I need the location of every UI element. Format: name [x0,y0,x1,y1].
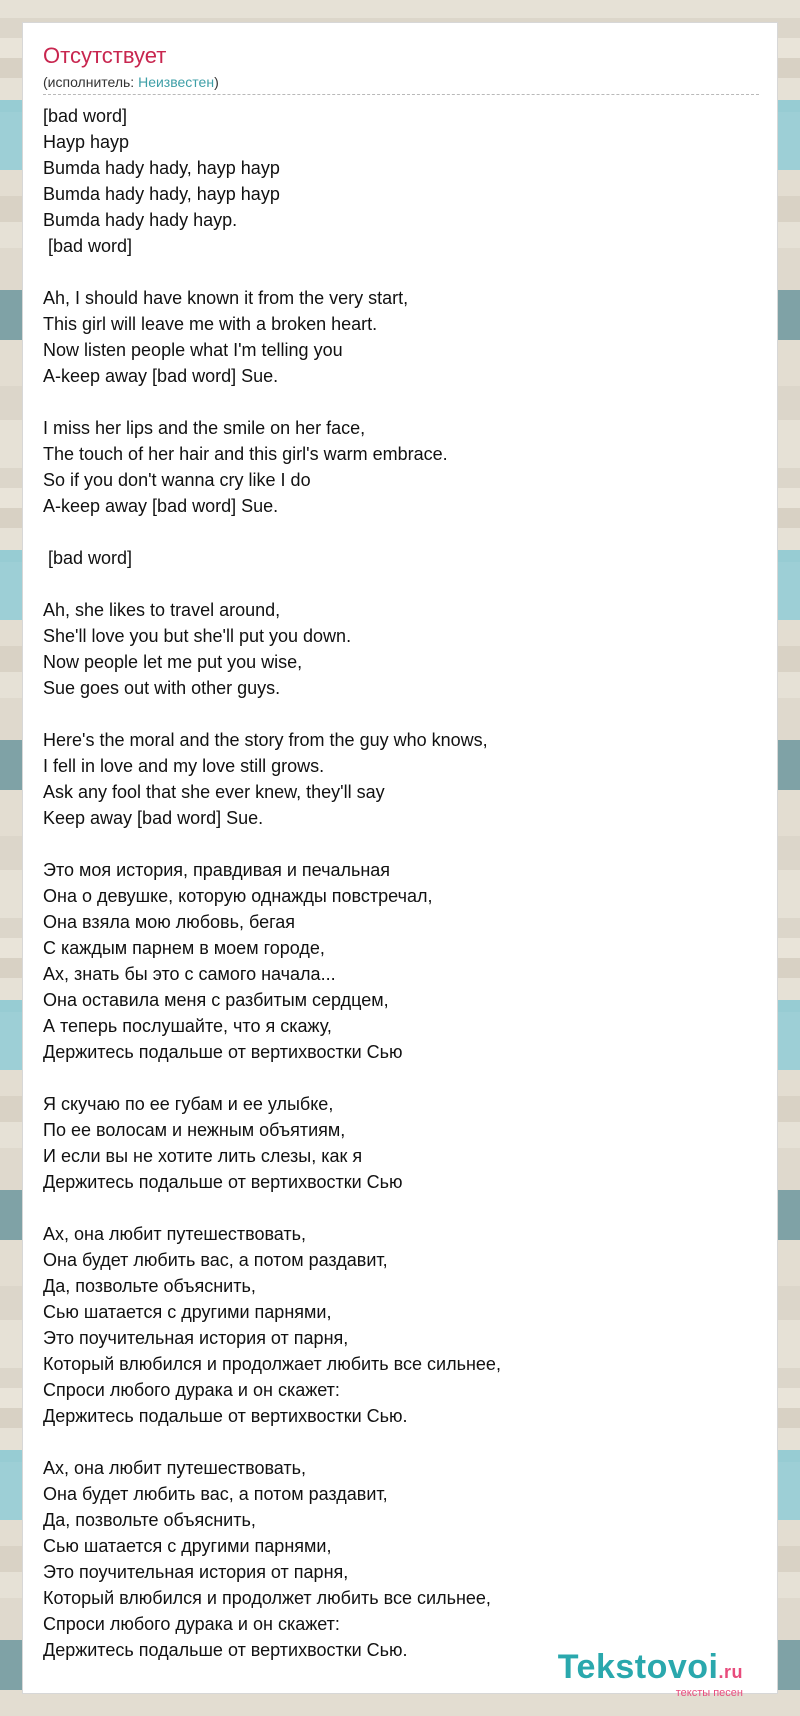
artist-link[interactable]: Неизвестен [138,74,215,90]
lyric-line: Ах, знать бы это с самого начала... [43,964,336,984]
lyric-line: Спроси любого дурака и он скажет: [43,1380,340,1400]
lyric-line [43,1429,759,1455]
song-title: Отсутствует [43,43,167,68]
lyric-line: По ее волосам и нежным объятиям, [43,1120,346,1140]
logo-name: Tekstovoi [557,1648,719,1686]
lyric-line: Она будет любить вас, а потом раздавит, [43,1250,388,1270]
site-logo[interactable] [558,1650,743,1699]
lyric-line: Here's the moral and the story from the guy who knows, [43,730,488,750]
lyric-line: А теперь послушайте, что я скажу, [43,1016,332,1036]
lyric-line: Now people let me put you wise, [43,652,303,672]
lyric-line: Ах, она любит путешествовать, [43,1224,307,1244]
artist-line [43,74,219,90]
lyric-line [43,389,759,415]
lyric-line: Спроси любого дурака и он скажет: [43,1614,340,1634]
lyric-line: Sue goes out with other guys. [43,678,281,698]
lyric-line: Ah, I should have known it from the very start, [43,288,409,308]
lyric-line: A-keep away [bad word] Sue. [43,366,279,386]
lyric-line: Она оставила меня с разбитым сердцем, [43,990,389,1010]
lyric-line [43,1195,759,1221]
lyric-line: Ask any fool that she ever knew, they'll say [43,782,385,802]
lyric-line: Это поучительная история от парня, [43,1328,349,1348]
lyric-line: Сью шатается с другими парнями, [43,1302,332,1322]
lyric-line: Это моя история, правдивая и печальная [43,860,391,880]
lyric-line: This girl will leave me with a broken heart. [43,314,378,334]
lyric-line: Это поучительная история от парня, [43,1562,349,1582]
lyric-line [43,701,759,727]
lyric-line: Сью шатается с другими парнями, [43,1536,332,1556]
lyric-line: Держитесь подальше от вертихвостки Сью. [43,1640,408,1660]
lyric-line: Bumda hady hady hayp. [43,210,238,230]
lyric-line: Я скучаю по ее губам и ее улыбке, [43,1094,334,1114]
lyric-line: The touch of her hair and this girl's warm embrace. [43,444,448,464]
lyrics-text [43,103,759,1663]
artist-suffix: ) [214,74,219,90]
lyric-line: Да, позвольте объяснить, [43,1276,256,1296]
lyric-line: A-keep away [bad word] Sue. [43,496,279,516]
lyric-line: Да, позвольте объяснить, [43,1510,256,1530]
lyric-line: Bumda hady hady, hayp hayp [43,158,280,178]
lyric-line [43,571,759,597]
lyric-line: Держитесь подальше от вертихвостки Сью [43,1042,403,1062]
lyric-line: Который влюбился и продолжает любить все сильнее, [43,1354,501,1374]
lyric-line: Ах, она любит путешествовать, [43,1458,307,1478]
lyric-line: She'll love you but she'll put you down. [43,626,352,646]
lyric-line: I miss her lips and the smile on her face, [43,418,366,438]
lyric-line: Она будет любить вас, а потом раздавит, [43,1484,388,1504]
lyric-line: I fell in love and my love still grows. [43,756,325,776]
lyric-line: Bumda hady hady, hayp hayp [43,184,280,204]
dashed-divider [43,94,759,95]
lyric-line: Держитесь подальше от вертихвостки Сью [43,1172,403,1192]
lyric-line: Она взяла мою любовь, бегая [43,912,296,932]
lyric-line: [bad word] [43,236,133,256]
lyric-line: Держитесь подальше от вертихвостки Сью. [43,1406,408,1426]
lyric-line: Hayp hayp [43,132,130,152]
lyric-line [43,519,759,545]
lyric-line: Ah, she likes to travel around, [43,600,281,620]
lyric-line: [bad word] [43,106,128,126]
lyric-line: Который влюбился и продолжет любить все сильнее, [43,1588,491,1608]
lyric-line: И если вы не хотите лить слезы, как я [43,1146,363,1166]
lyric-line [43,259,759,285]
lyric-line: С каждым парнем в моем городе, [43,938,325,958]
lyric-line: So if you don't wanna cry like I do [43,470,311,490]
lyric-line: Keep away [bad word] Sue. [43,808,264,828]
lyric-line: Now listen people what I'm telling you [43,340,343,360]
lyric-line: [bad word] [43,548,133,568]
lyrics-page [22,22,778,1699]
lyric-line: Она о девушке, которую однажды повстречал, [43,886,433,906]
artist-prefix: (исполнитель: [43,74,139,90]
logo-tld: .ru [718,1662,743,1682]
lyric-line [43,831,759,857]
lyric-line [43,1065,759,1091]
logo-tagline: тексты песен [675,1687,743,1699]
